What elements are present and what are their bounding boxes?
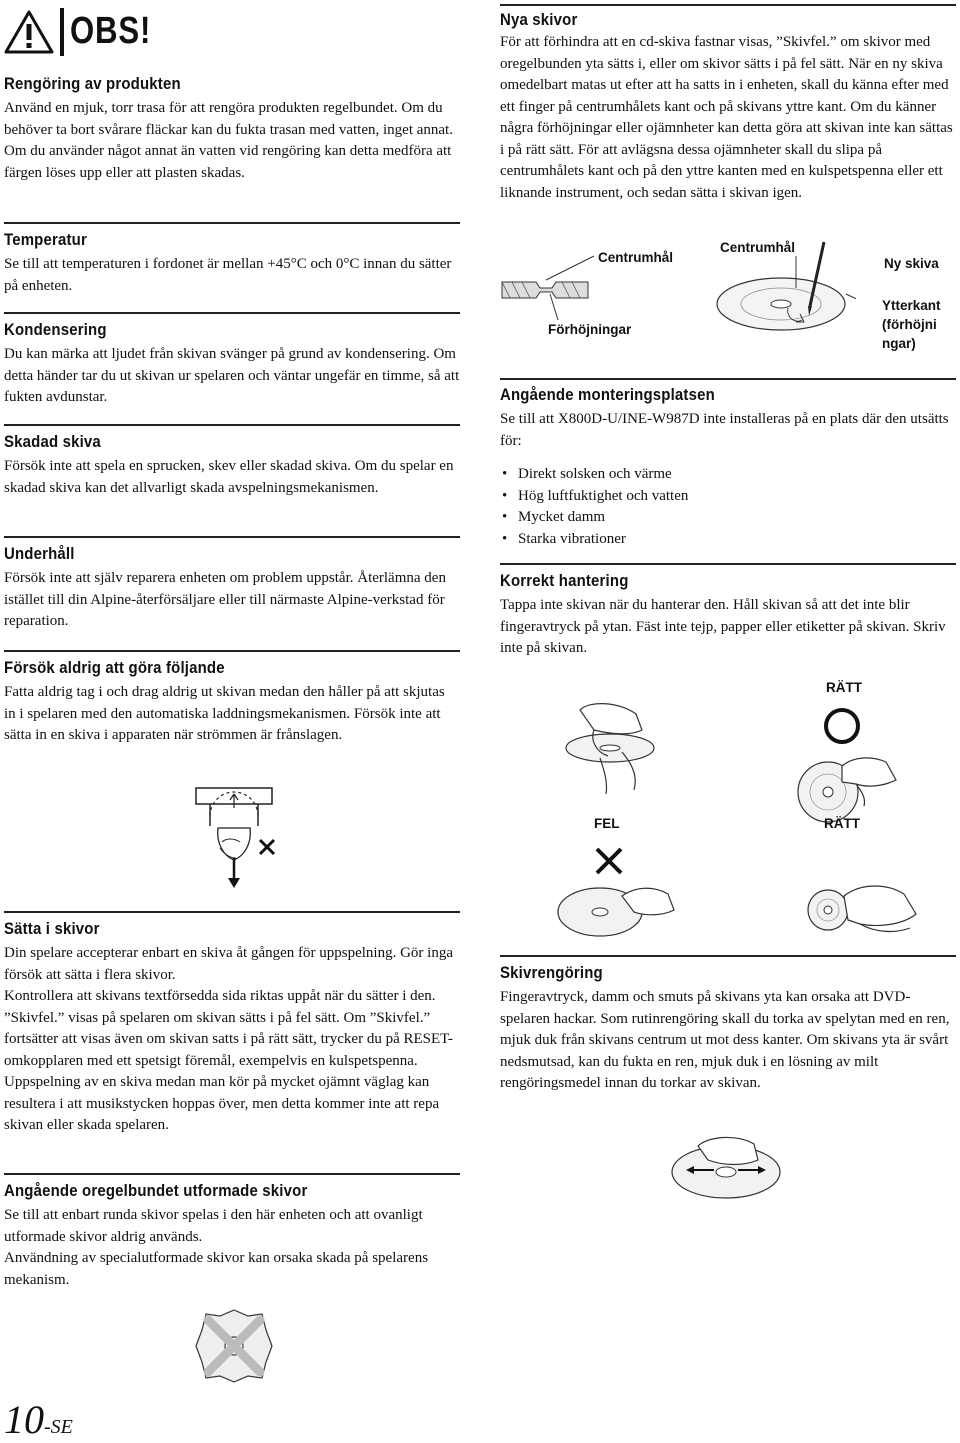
heading-damaged: Skadad skiva: [4, 432, 101, 451]
heading-maintenance: Underhåll: [4, 544, 75, 563]
paragraph: Se till att enbart runda skivor spelas i den här enheten och att ovanligt utformade skivor aldrig används.: [4, 1207, 423, 1245]
divider: [4, 650, 460, 652]
obs-divider: [60, 8, 64, 56]
page-suffix: -SE: [44, 1416, 73, 1438]
divider: [500, 4, 956, 6]
text-disc-cleaning: Fingeravtryck, damm och smuts på skivans yta kan orsaka att DVD-spelaren hackar. Som rutinrengöring skall du torka av spelytan med en ren, mjuk duk från skivans centrum ut mot dess kanter. Om skivans yta är svårt nedsmutsad, kan du fukta en ren, mjuk duk i en lösning av milt rengöringsmedel innan du torkar av skivan.: [500, 989, 950, 1091]
label-wrong: FEL: [594, 816, 620, 831]
obs-title: OBS!: [70, 10, 152, 52]
label-new-disc: Ny skiva: [884, 256, 939, 271]
heading-inserting: Sätta i skivor: [4, 919, 100, 938]
paragraph: Din spelare accepterar enbart en skiva åt gången för uppspelning. Gör inga försök att sätta i flera skivor.: [4, 945, 453, 983]
list-item: • Hög luftfuktighet och vatten: [500, 486, 956, 508]
label-outer-edge: [882, 296, 941, 353]
text-mounting: Se till att X800D-U/INE-W987D inte installeras på en plats där den utsätts för:: [500, 411, 949, 449]
section-cleaning: [4, 74, 460, 184]
divider: [4, 911, 460, 913]
heading-irregular: Angående oregelbundet utformade skivor: [4, 1181, 308, 1200]
heading-disc-cleaning: Skivrengöring: [500, 963, 603, 982]
fingers-on-disc-illustration: [776, 736, 906, 826]
section-never: [4, 658, 460, 747]
section-condensation: [4, 320, 460, 409]
cross-icon: [258, 838, 276, 856]
label-bumps: Förhöjningar: [548, 322, 632, 337]
disc-insertion-illustration: [190, 784, 290, 890]
section-mounting: [500, 385, 956, 550]
text-maintenance: Försök inte att själv reparera enheten om problem uppstår. Återlämna den istället till din Alpine-återförsäljare eller till närmaste Alpine-verkstad för reparation.: [4, 570, 446, 629]
divider: [4, 424, 460, 426]
section-inserting: [4, 919, 460, 1137]
section-disc-cleaning: [500, 963, 956, 1095]
cross-wrong-icon: [594, 846, 624, 876]
irregular-disc-illustration: [192, 1306, 276, 1386]
page-number-value: 10: [4, 1397, 44, 1442]
text-inserting: [4, 943, 460, 1137]
section-new-discs: [500, 10, 956, 204]
label-line: (förhöjni: [882, 317, 937, 332]
label-center-hole-1: Centrumhål: [598, 250, 674, 265]
list-item: • Direkt solsken och värme: [500, 464, 956, 486]
heading-new-discs: Nya skivor: [500, 10, 578, 29]
section-maintenance: [4, 544, 460, 633]
text-never: Fatta aldrig tag i och drag aldrig ut skivan medan den håller på att skjutas in i spelaren med den automatiska laddningsmekanismen. Försök inte att sätta in en skiva i apparaten när strömmen är frånslagen.: [4, 684, 445, 743]
handling-figure: [540, 676, 940, 946]
hands-holding-edge-illustration: [804, 872, 934, 946]
page-number: [4, 1396, 73, 1443]
section-damaged: [4, 432, 460, 499]
paragraph: Kontrollera att skivans textförsedda sida riktas uppåt när du sätter i den. ”Skivfel.” visas på spelaren om skivan sätts i på fel sätt. Om ”Skivfel.” fortsätter att visas även om skivan satts i på rätt sätt, trycker du på RESET-omkopplaren med ett spetsigt föremål, exempelvis en kulspetspenna.: [4, 988, 453, 1069]
obs-header: [4, 8, 460, 58]
divider: [500, 378, 956, 380]
heading-condensation: Kondensering: [4, 320, 107, 339]
paragraph: Uppspelning av en skiva medan man kör på mycket ojämnt väglag kan resultera i att musikstycken hoppas över, men detta kommer inte att repa skivan eller skada spelaren.: [4, 1074, 440, 1133]
mounting-list: [500, 464, 956, 550]
divider: [4, 222, 460, 224]
label-line: ngar): [882, 336, 916, 351]
label-right-2: RÄTT: [824, 816, 860, 831]
label-right-1: RÄTT: [826, 680, 862, 695]
label-line: Ytterkant: [882, 298, 941, 313]
heading-cleaning: Rengöring av produkten: [4, 74, 181, 93]
text-handling: Tappa inte skivan när du hanterar den. Håll skivan så att det inte blir fingeravtryck på ytan. Fäst inte tejp, papper eller etiketter på skivan. Skriv inte på skivan.: [500, 597, 946, 656]
hand-holding-disc-illustration: [550, 690, 670, 800]
section-temperature: [4, 230, 460, 297]
text-irregular: [4, 1205, 460, 1291]
text-condensation: Du kan märka att ljudet från skivan svänger på grund av kondensering. Om detta händer tar du ut skivan ur spelaren och väntar ungefär en timme, så att fukten avdunstar.: [4, 346, 460, 405]
text-damaged: Försök inte att spela en sprucken, skev eller skadad skiva. Om du spelar en skadad skiva kan det allvarligt skada avspelningsmekanismen.: [4, 458, 454, 496]
divider: [500, 955, 956, 957]
divider: [4, 536, 460, 538]
section-irregular: [4, 1181, 460, 1291]
divider: [500, 563, 956, 565]
heading-never: Försök aldrig att göra följande: [4, 658, 225, 677]
heading-temperature: Temperatur: [4, 230, 87, 249]
section-handling: [500, 571, 956, 660]
text-cleaning: Använd en mjuk, torr trasa för att rengöra produkten regelbundet. Om du behöver ta bort svårare fläckar kan du fukta trasan med vatten, inget annat. Om du använder något annat än vatten vid rengöring kan detta medföra att färgen löses upp eller att plasten skadas.: [4, 100, 453, 181]
divider: [4, 312, 460, 314]
disc-cleaning-illustration: [668, 1130, 788, 1204]
finger-on-surface-illustration: [550, 876, 680, 946]
label-center-hole-2: Centrumhål: [720, 240, 796, 255]
paragraph: Användning av specialutformade skivor kan orsaka skada på spelarens mekanism.: [4, 1250, 429, 1288]
text-temperature: Se till att temperaturen i fordonet är mellan +45°C och 0°C innan du sätter på enheten.: [4, 256, 452, 294]
list-item: • Mycket damm: [500, 507, 956, 529]
heading-handling: Korrekt hantering: [500, 571, 629, 590]
text-new-discs: För att förhindra att en cd-skiva fastnar visas, ”Skivfel.” om skivor med oregelbunden yta sätts i, eller om skivor sätts i på fel sätt. När en ny skiva omedelbart matas ut efter att ha satts in i enheten, skall du känna efter med ett finger på centrumhålets kant och på skivans yttre kant. Om du känner några förhöjningar eller ojämnheter kan detta göra att skivan inte kan sättas i på rätt sätt. För att avlägsna dessa ojämnheter skall du slipa på centrumhålets kant och på den yttre kanten med en kulspetspenna eller ett liknande instrument, och sedan sätta i skivan igen.: [500, 34, 953, 201]
heading-mounting: Angående monteringsplatsen: [500, 385, 715, 404]
warning-icon: [4, 10, 54, 54]
list-item: • Starka vibrationer: [500, 529, 956, 551]
divider: [4, 1173, 460, 1175]
new-disc-figure: [496, 236, 956, 356]
